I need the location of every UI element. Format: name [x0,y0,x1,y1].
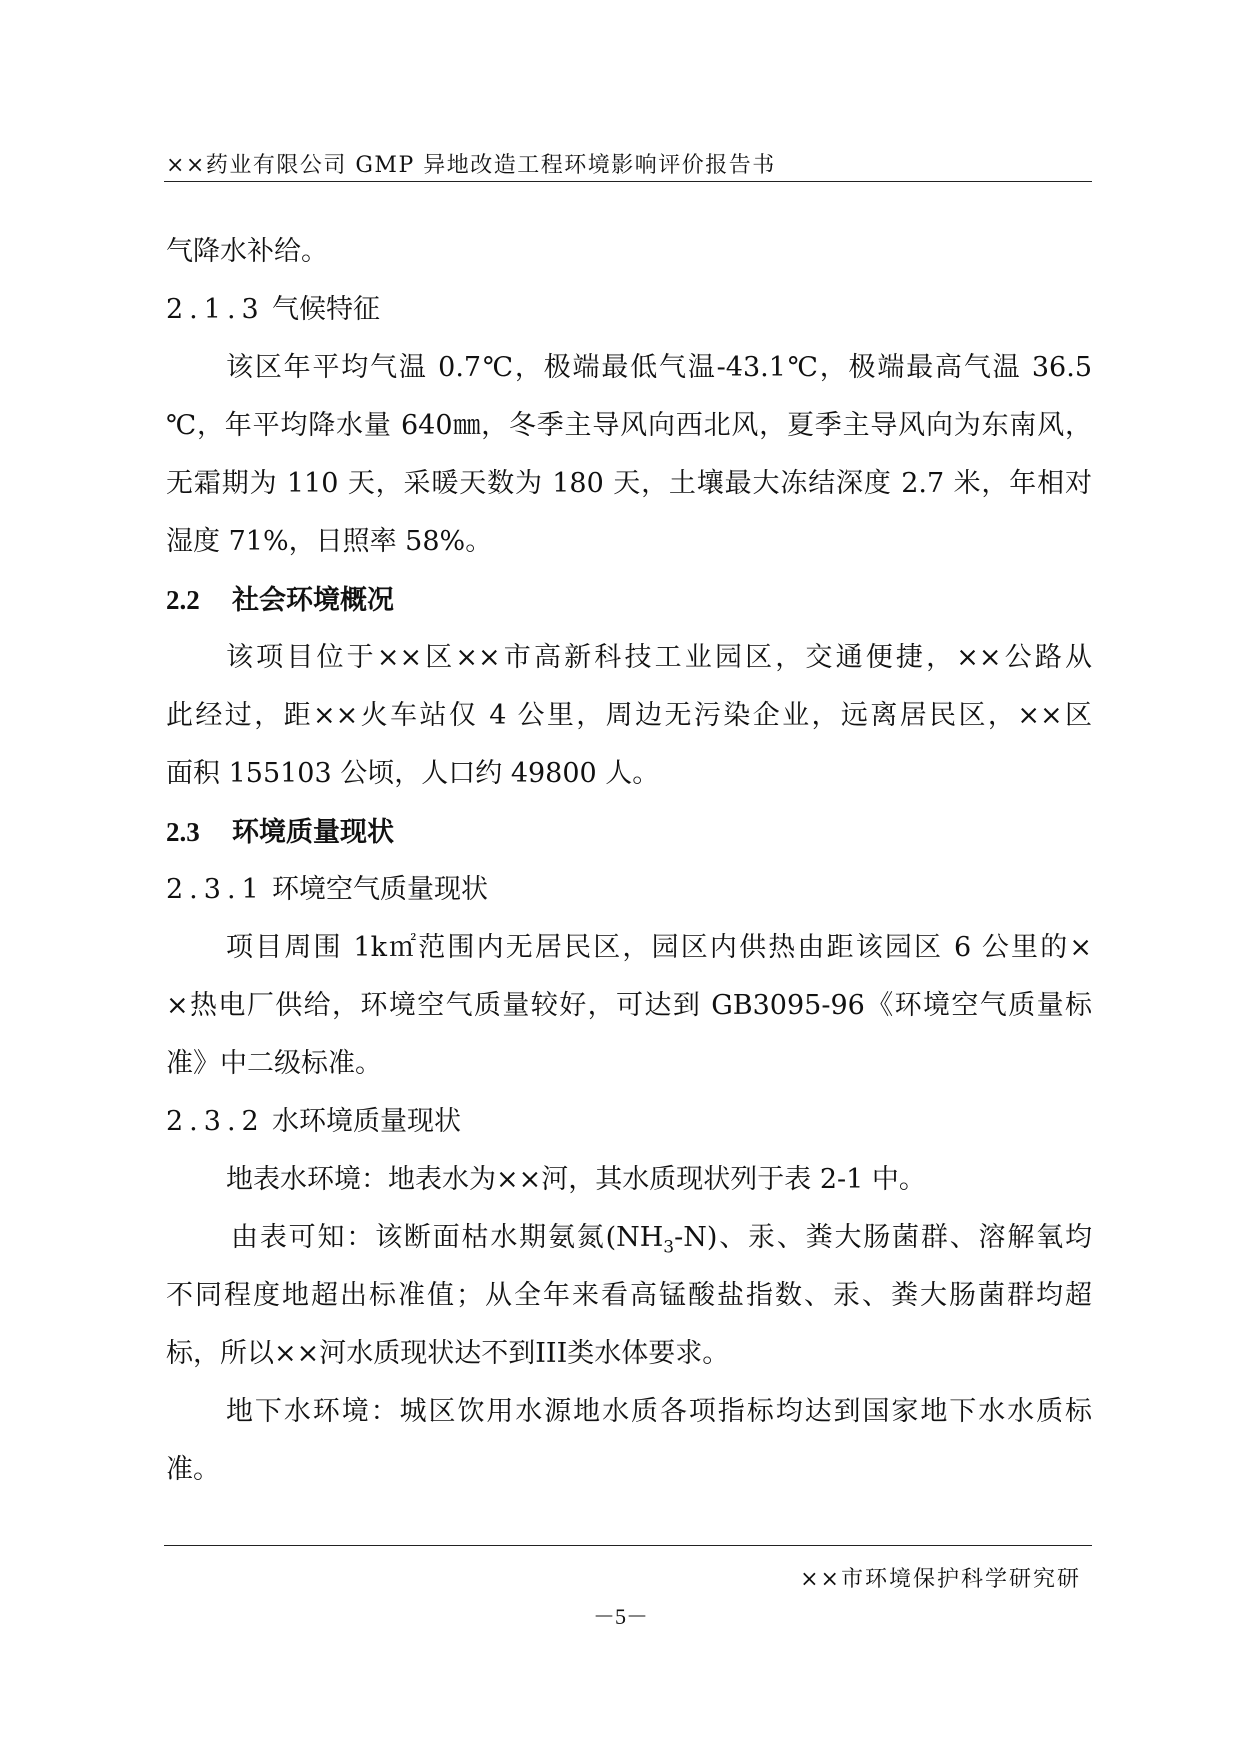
footer-organization: ××市环境保护科学研究研 [800,1567,1081,1592]
section-heading-2-2 [166,580,394,621]
section-heading-2-1-3 [166,290,380,330]
text-run: 由表可知：该断面枯水期氨氮(NH [231,1222,664,1253]
paragraph-line [231,1218,1092,1267]
paragraph-line: ℃，年平均降水量 640㎜，冬季主导风向西北风，夏季主导风向为东南风， [166,410,1092,441]
text-run: -N)、汞、粪大肠菌群、溶解氧均 [674,1222,1092,1253]
paragraph-line: 气降水补给。 [166,236,328,267]
paragraph-line: 项目周围 1k㎡范围内无居民区，园区内供热由距该园区 6 公里的× [226,932,1092,963]
section-number: 2.3.1 [166,874,265,905]
paragraph-line: 该项目位于××区××市高新科技工业园区，交通便捷，××公路从 [226,642,1092,673]
paragraph-line: 准。 [166,1454,220,1485]
section-title: 环境质量现状 [232,817,394,848]
section-heading-2-3-2 [166,1102,461,1142]
header-title: ××药业有限公司 GMP 异地改造工程环境影响评价报告书 [166,153,776,178]
section-title: 社会环境概况 [232,585,394,616]
paragraph-line: ×热电厂供给，环境空气质量较好，可达到 GB3095-96《环境空气质量标 [166,990,1092,1021]
paragraph-line: 地表水环境：地表水为××河，其水质现状列于表 2-1 中。 [226,1164,926,1195]
paragraph-line: 湿度 71%，日照率 58%。 [166,526,493,557]
paragraph-line: 面积 155103 公顷，人口约 49800 人。 [166,758,660,789]
header-rule [164,181,1092,182]
section-heading-2-3 [166,812,394,853]
paragraph-line: 准》中二级标准。 [166,1048,382,1079]
paragraph-line: 该区年平均气温 0.7℃，极端最低气温-43.1℃，极端最高气温 36.5 [226,352,1092,383]
section-title: 水环境质量现状 [272,1106,461,1137]
subscript-text: 3 [663,1237,675,1258]
paragraph-line: 地下水环境：城区饮用水源地水质各项指标均达到国家地下水水质标 [226,1396,1092,1427]
section-heading-2-3-1 [166,870,488,910]
section-number: 2.3.2 [166,1106,265,1137]
paragraph-line: 无霜期为 110 天，采暖天数为 180 天，土壤最大冻结深度 2.7 米，年相对 [166,468,1092,499]
paragraph-line: 不同程度地超出标准值；从全年来看高锰酸盐指数、汞、粪大肠菌群均超 [166,1280,1092,1311]
section-number: 2.2 [166,585,200,615]
paragraph-line: 标，所以××河水质现状达不到III类水体要求。 [166,1338,730,1369]
page-number: －5－ [592,1604,648,1629]
paragraph-line: 此经过，距××火车站仅 4 公里，周边无污染企业，远离居民区，××区 [166,700,1092,731]
section-number: 2.1.3 [166,294,265,325]
footer-rule [164,1545,1092,1546]
section-title: 气候特征 [272,294,380,325]
section-title: 环境空气质量现状 [272,874,488,905]
section-number: 2.3 [166,817,200,847]
